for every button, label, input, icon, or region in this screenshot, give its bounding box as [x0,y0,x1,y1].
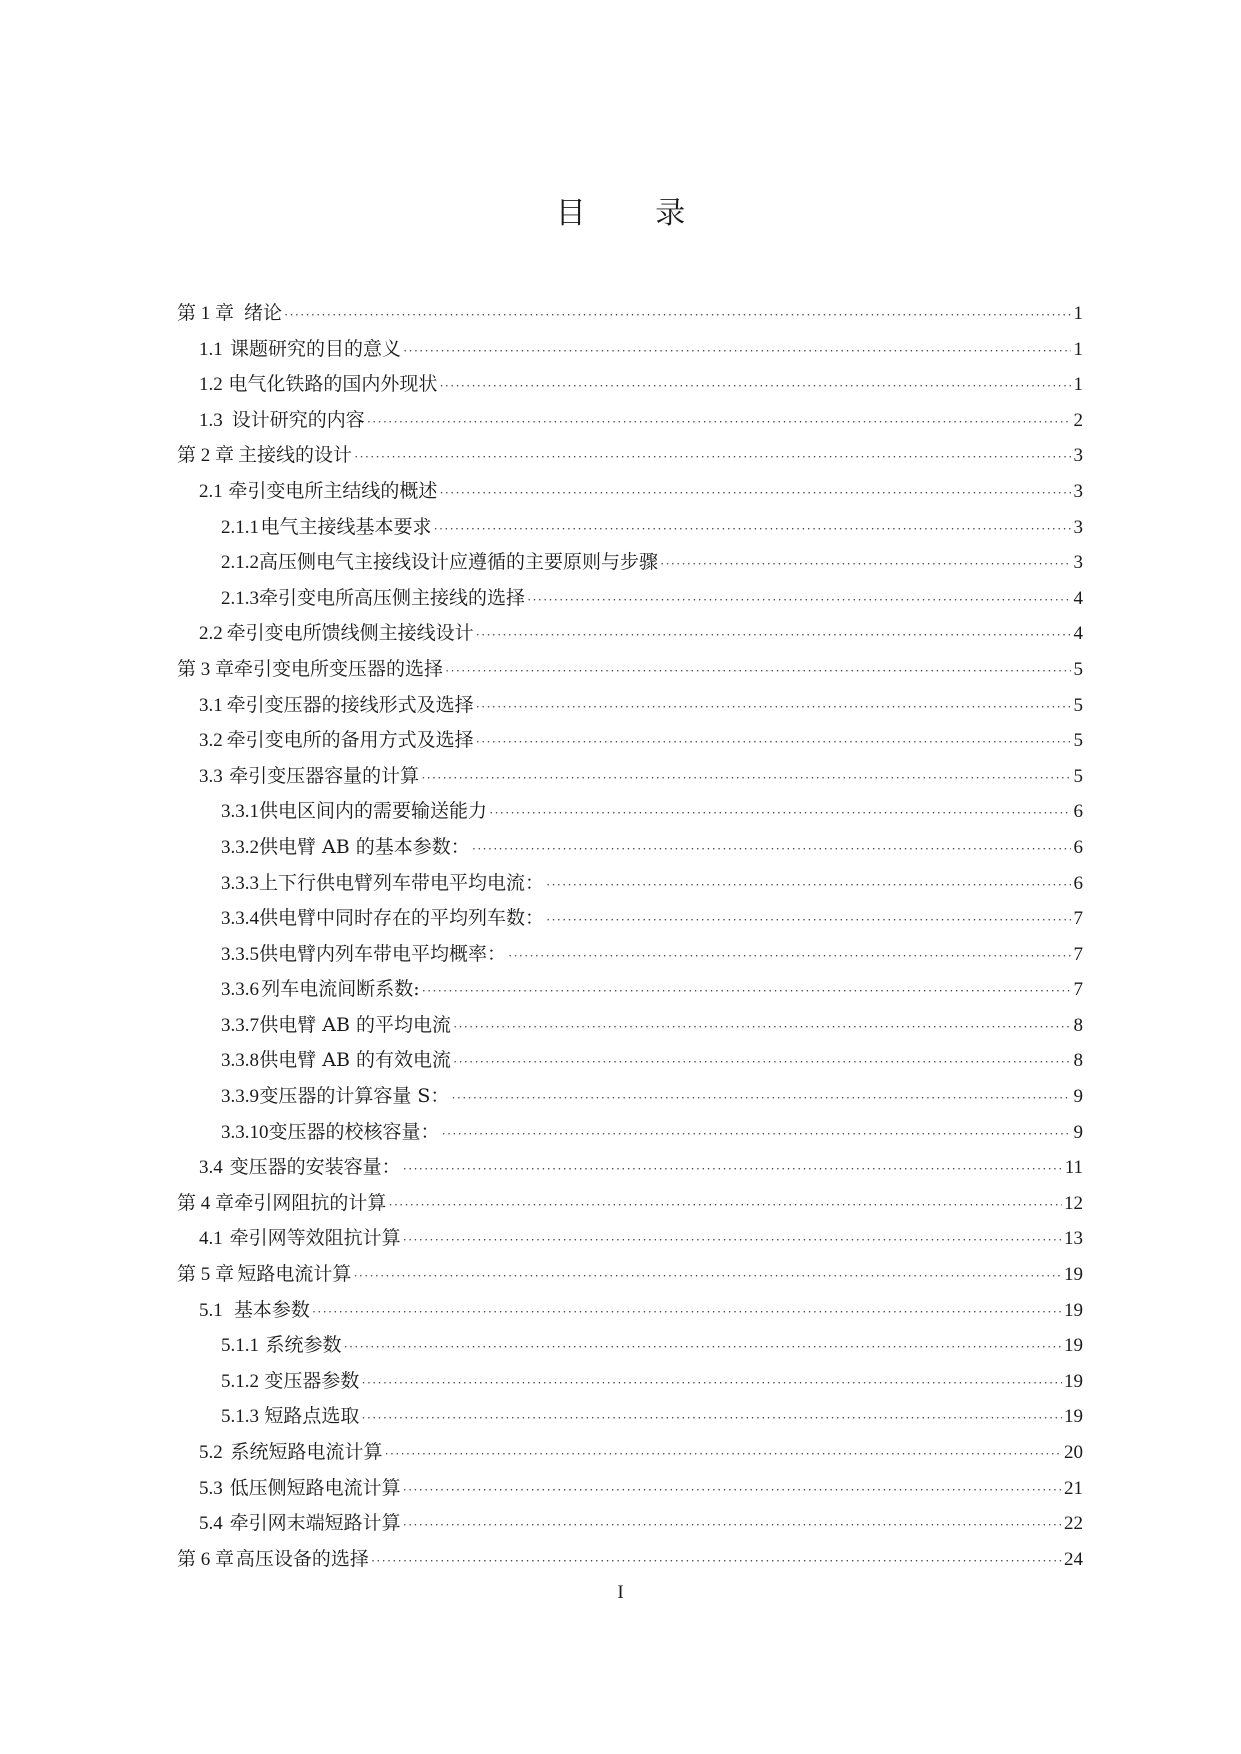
toc-entry-page: 5 [1073,730,1083,752]
toc-entry-number: 第 5 章 [177,1264,235,1286]
toc-entry-number: 第 4 章 [177,1192,235,1214]
dot-leader [433,511,1071,547]
toc-entry-title: 短路电流计算 [237,1263,352,1286]
toc-entry[interactable] [177,1542,1083,1578]
toc-entry-title: 供电臂 AB 的平均电流 [259,1013,452,1036]
toc-entry-number: 2.1.1 [221,516,259,538]
toc-entry[interactable] [177,367,1083,403]
toc-entry-number: 1.2 [199,374,223,396]
toc-entry-page: 22 [1064,1513,1083,1535]
toc-entry[interactable] [177,545,1083,581]
toc-entry-page: 5 [1073,658,1083,680]
dot-leader [421,760,1071,796]
toc-entry-page: 6 [1073,872,1083,894]
toc-entry[interactable] [177,1079,1083,1115]
toc-entry-title: 变压器参数 [264,1369,360,1392]
dot-leader [445,653,1071,689]
toc-entry-number: 5.2 [199,1442,223,1463]
toc-entry[interactable] [177,581,1083,617]
table-of-contents [177,296,1083,1577]
dot-leader [403,1151,1063,1187]
toc-entry-number: 5.1 [199,1299,223,1321]
toc-entry-number: 3.3.5 [221,943,259,965]
toc-entry[interactable] [177,332,1083,368]
toc-entry-number: 第 1 章 [177,303,235,324]
toc-entry-title: 绪论 [243,302,282,324]
toc-entry[interactable] [177,403,1083,439]
dot-leader [353,1258,1062,1294]
dot-leader [476,724,1071,760]
toc-entry[interactable] [177,1293,1083,1329]
dot-leader [354,439,1071,475]
toc-entry-number: 3.3.1 [221,801,259,823]
toc-entry-page: 21 [1064,1477,1083,1499]
toc-entry-number: 2.1.3 [221,587,259,609]
toc-entry[interactable] [177,1150,1083,1186]
toc-entry-title: 低压侧短路电流计算 [229,1476,401,1499]
toc-entry-page: 9 [1073,1086,1083,1108]
toc-entry[interactable] [177,723,1083,759]
toc-entry-title: 变压器的校核容量： [268,1120,440,1143]
toc-entry-page: 9 [1073,1121,1083,1143]
toc-entry[interactable] [177,652,1083,688]
toc-entry-number: 3.3.3 [221,872,259,894]
toc-entry-page: 1 [1073,374,1083,396]
toc-entry-number: 2.2 [199,623,223,645]
toc-entry-number: 3.2 [199,730,223,752]
toc-entry[interactable] [177,1471,1083,1507]
dot-leader [422,973,1071,1009]
toc-entry-title: 牵引变电所主结线的概述 [228,479,438,502]
toc-entry-title: 牵引网末端短路计算 [229,1512,401,1535]
dot-leader [527,582,1071,618]
toc-entry-page: 13 [1064,1228,1083,1250]
toc-entry-number: 3.3.8 [221,1050,259,1072]
toc-entry-number: 1.1 [199,338,223,360]
toc-entry[interactable] [177,1043,1083,1079]
toc-entry[interactable] [177,616,1083,652]
toc-entry-number: 3.3 [199,765,223,787]
toc-entry-page: 7 [1073,979,1083,1001]
toc-entry-page: 4 [1073,587,1083,609]
toc-entry-title: 牵引变电所馈线侧主接线设计 [226,622,474,645]
toc-entry-number: 第 6 章 [177,1548,235,1570]
toc-entry-page: 4 [1073,623,1083,645]
toc-entry-page: 19 [1064,1406,1083,1428]
toc-entry-page: 12 [1064,1192,1083,1214]
dot-leader [472,831,1071,867]
toc-entry-number: 第 2 章 [177,445,235,467]
dot-leader [367,404,1071,440]
dot-leader [442,1116,1071,1152]
toc-entry-title: 课题研究的目的意义 [230,337,402,360]
toc-entry[interactable] [177,474,1083,510]
toc-entry-page: 1 [1073,338,1083,360]
toc-entry-number: 5.1.1 [221,1335,259,1357]
toc-entry[interactable] [177,1008,1083,1044]
dot-leader [312,1294,1062,1330]
page-title: 目 录 [555,196,716,231]
toc-entry-page: 7 [1073,943,1083,965]
toc-entry[interactable] [177,1364,1083,1400]
toc-entry[interactable] [177,1328,1083,1364]
toc-entry-title: 供电臂内列车带电平均概率： [259,942,507,965]
toc-entry-page: 3 [1073,445,1083,467]
toc-entry-title: 牵引网阻抗的计算 [234,1191,387,1214]
toc-entry-title: 变压器的安装容量： [229,1156,401,1179]
dot-leader [476,617,1071,653]
toc-entry-page: 19 [1064,1264,1083,1286]
page-number: I [617,1582,624,1603]
toc-entry-title: 牵引网等效阻抗计算 [229,1227,401,1250]
toc-entry-title: 牵引变电所的备用方式及选择 [226,729,474,752]
toc-entry-number: 3.3.6 [221,979,259,1001]
toc-entry-number: 5.1.2 [221,1370,259,1392]
toc-entry-number: 3.3.2 [221,836,259,858]
toc-entry[interactable] [177,759,1083,795]
toc-entry-number: 1.3 [199,409,223,431]
dot-leader [403,1222,1062,1258]
toc-entry[interactable] [177,438,1083,474]
dot-leader [546,867,1071,903]
toc-entry-number: 3.3.9 [221,1086,259,1108]
toc-entry-title: 基本参数 [233,1298,310,1321]
toc-entry-page: 8 [1073,1050,1083,1072]
toc-entry-title: 供电臂 AB 的有效电流 [259,1049,452,1072]
toc-entry-title: 供电臂 AB 的基本参数： [259,835,470,858]
toc-entry-number: 3.3.7 [221,1014,259,1036]
toc-entry-title: 设计研究的内容 [231,408,365,431]
toc-entry[interactable] [177,866,1083,902]
dot-leader [403,1472,1062,1508]
dot-leader [489,795,1071,831]
toc-entry[interactable] [177,1257,1083,1293]
dot-leader [439,475,1071,511]
toc-entry-number: 4.1 [199,1228,223,1250]
toc-entry-number: 3.3.10 [221,1121,269,1143]
toc-entry-title: 高压侧电气主接线设计应遵循的主要原则与步骤 [259,551,659,574]
dot-leader [361,1365,1062,1401]
toc-entry-page: 6 [1073,836,1083,858]
dot-leader [361,1400,1062,1436]
toc-entry-number: 第 3 章 [177,658,235,680]
toc-entry-title: 变压器的计算容量 S： [259,1085,450,1108]
dot-leader [451,1080,1071,1116]
toc-entry-page: 19 [1064,1370,1083,1392]
dot-leader [403,333,1071,369]
toc-entry[interactable] [177,901,1083,937]
toc-entry[interactable] [177,972,1083,1008]
dot-leader [660,546,1071,582]
toc-entry-number: 5.1.3 [221,1406,259,1428]
dot-leader [453,1009,1071,1045]
toc-entry-title: 短路点选取 [264,1405,360,1428]
toc-entry[interactable] [177,1435,1083,1471]
dot-leader [439,368,1071,404]
toc-entry[interactable] [177,510,1083,546]
toc-entry-number: 2.1 [199,480,223,502]
toc-entry-page: 1 [1073,303,1083,324]
toc-entry-title: 牵引变电所变压器的选择 [234,657,444,680]
toc-entry-page: 3 [1073,480,1083,502]
dot-leader [476,689,1071,725]
dot-leader [546,902,1071,938]
toc-entry[interactable] [177,1186,1083,1222]
toc-entry-number: 5.3 [199,1477,223,1499]
toc-entry-page: 19 [1064,1299,1083,1321]
toc-entry-title: 牵引变压器的接线形式及选择 [226,693,474,716]
toc-entry-number: 3.3.4 [221,908,259,930]
toc-entry-number: 3.4 [199,1157,223,1179]
toc-entry-page: 6 [1073,801,1083,823]
toc-entry-title: 电气化铁路的国内外现状 [228,373,438,396]
toc-entry-title: 主接线的设计 [238,444,353,467]
toc-entry-page: 5 [1073,694,1083,716]
toc-entry-page: 11 [1064,1157,1083,1179]
toc-entry-title: 电气主接线基本要求 [260,515,432,538]
toc-entry-page: 5 [1073,765,1083,787]
toc-entry-page: 3 [1073,516,1083,538]
toc-entry-title: 供电臂中同时存在的平均列车数： [259,907,545,930]
toc-entry[interactable] [177,830,1083,866]
toc-entry[interactable] [177,1506,1083,1542]
dot-leader [453,1044,1071,1080]
toc-entry-page: 19 [1064,1335,1083,1357]
dot-leader [508,938,1071,974]
toc-entry[interactable] [177,937,1083,973]
toc-entry-page: 3 [1073,552,1083,574]
toc-entry-number: 2.1.2 [221,552,259,574]
toc-entry-title: 系统参数 [265,1334,342,1357]
toc-entry-title: 上下行供电臂列车带电平均电流： [259,871,545,894]
dot-leader [403,1507,1062,1543]
toc-entry[interactable] [177,296,1083,332]
toc-entry-title: 系统短路电流计算 [230,1441,383,1463]
toc-entry-number: 5.4 [199,1513,223,1535]
toc-entry-page: 24 [1064,1548,1083,1570]
toc-entry-page: 7 [1073,908,1083,930]
toc-entry-title: 供电区间内的需要输送能力 [259,800,488,823]
toc-entry[interactable] [177,688,1083,724]
toc-entry-title: 牵引变压器容量的计算 [229,764,420,787]
dot-leader [344,1329,1063,1365]
dot-leader [371,1543,1062,1579]
toc-entry-title: 高压设备的选择 [235,1547,369,1570]
toc-entry[interactable] [177,1115,1083,1151]
toc-entry-title: 牵引变电所高压侧主接线的选择 [259,586,526,609]
toc-entry-page: 2 [1073,409,1083,431]
toc-entry[interactable] [177,1399,1083,1435]
dot-leader [284,297,1071,333]
toc-entry-title: 列车电流间断系数: [261,978,420,1001]
toc-entry-page: 8 [1073,1014,1083,1036]
toc-entry-number: 3.1 [199,694,223,716]
toc-entry[interactable] [177,794,1083,830]
toc-entry-page: 20 [1064,1442,1083,1463]
toc-entry[interactable] [177,1221,1083,1257]
dot-leader [388,1187,1062,1223]
dot-leader [384,1436,1062,1472]
